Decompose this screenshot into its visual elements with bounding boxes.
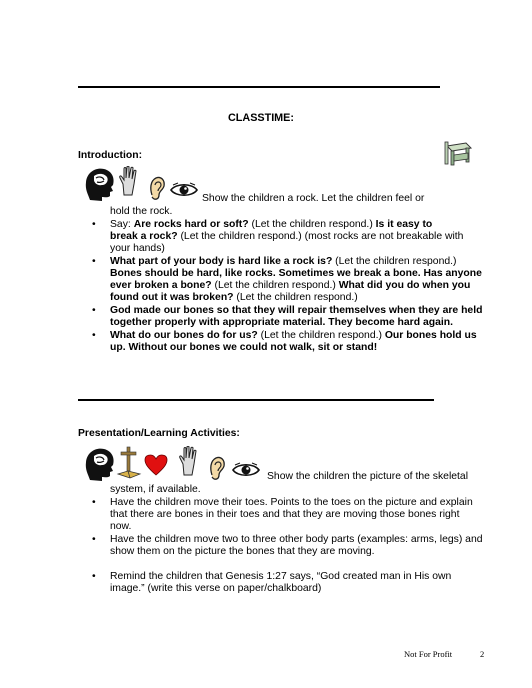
cross-bible-icon [116,446,142,480]
bullet-text-run: (Let the children respond.) [332,256,457,267]
bullet-text-run: Bones should be hard, like rocks. Sometimes we break a bone. Has anyone [110,268,482,279]
page-title: CLASSTIME: [228,112,294,124]
list-item [92,219,510,255]
bullet-marker: • [92,305,96,316]
head-icon [82,166,116,202]
top-rule [78,86,440,88]
bullet-text-run: break a rock? [110,231,178,242]
bullet-text-run: What do our bones do for us? [110,330,258,341]
eye-icon [232,462,260,478]
hand-icon [178,446,198,476]
presentation-lead-text: Show the children the picture of the skeletal [267,471,469,482]
eye-icon [170,182,198,198]
list-item [92,256,510,304]
bullet-text-run: Are rocks hard or soft? [133,219,249,230]
bullet-text-run: Is it easy to [375,219,433,230]
bullet-marker: • [92,330,96,341]
bullet-text-run: show them on the picture the bones that they are moving. [110,546,375,557]
bullet-text-run: found out it was broken? [110,292,234,303]
bullet-text-run: (Let the children respond.) [211,280,339,291]
bullet-text-run: Have the children move their toes. Points to the toes on the picture and explain [110,497,473,508]
bullet-marker: • [92,219,96,230]
bullet-text-run: that there are bones in their toes and that they are moving those bones right [110,509,460,520]
bullet-text-run: (Let the children respond.) [257,330,385,341]
bullet-text-run: Our bones hold us [384,330,477,341]
list-item [92,534,510,558]
bullet-text-run: What did you do when you [338,280,471,291]
bullet-text-run: God made our bones so that they will repair themselves when they are held [110,305,483,316]
middle-rule [78,399,434,401]
bullet-text-run: (Let the children respond.) [248,219,376,230]
bullet-marker: • [92,497,96,508]
bullet-marker: • [92,256,96,267]
head-icon [82,446,116,482]
bullet-text-run: (Let the children respond.) (most rocks are not breakable with [177,231,464,242]
bullet-marker: • [92,534,96,545]
bullet-text-run: together properly with appropriate material. They become hard again. [110,317,453,328]
intro-bullet-list [92,219,510,354]
bullet-text-run: up. Without our bones we could not walk, sit or stand! [110,342,378,353]
bullet-marker: • [92,571,96,582]
bullet-text-run: Say: [110,219,134,230]
list-item [92,497,510,533]
bullet-text-run: (Let the children respond.) [233,292,358,303]
bullet-text-run: Remind the children that Genesis 1:27 says, “God created man in His own [110,571,452,582]
list-item [92,571,510,595]
bullet-text-run: What part of your body is hard like a rock is? [110,256,333,267]
presentation-bullet-list [92,497,510,595]
bullet-text-run: image.” (write this verse on paper/chalkboard) [110,583,322,594]
list-item [92,305,510,329]
bullet-text-run: now. [110,521,132,532]
heart-icon [144,454,168,476]
bullet-text-run: Have the children move two to three other body parts (examples: arms, legs) and [110,534,483,545]
ear-icon [208,455,226,481]
presentation-icon-row [82,446,272,482]
intro-lead-text: Show the children a rock. Let the children feel or [202,193,425,204]
hand-icon [118,166,138,196]
page-number: 2 [480,649,485,659]
presentation-heading: Presentation/Learning Activities: [78,428,240,439]
intro-icon-row [82,166,202,202]
ear-icon [148,175,166,201]
bullet-text-run: ever broken a bone? [110,280,212,291]
footer-label: Not For Profit [404,649,453,659]
bullet-text-run: your hands) [110,243,165,254]
presentation-lead-continued: system, if available. [110,484,201,495]
intro-heading: Introduction: [78,150,143,161]
intro-lead-continued: hold the rock. [110,206,173,217]
list-item [92,330,510,354]
desk-icon [444,140,474,168]
